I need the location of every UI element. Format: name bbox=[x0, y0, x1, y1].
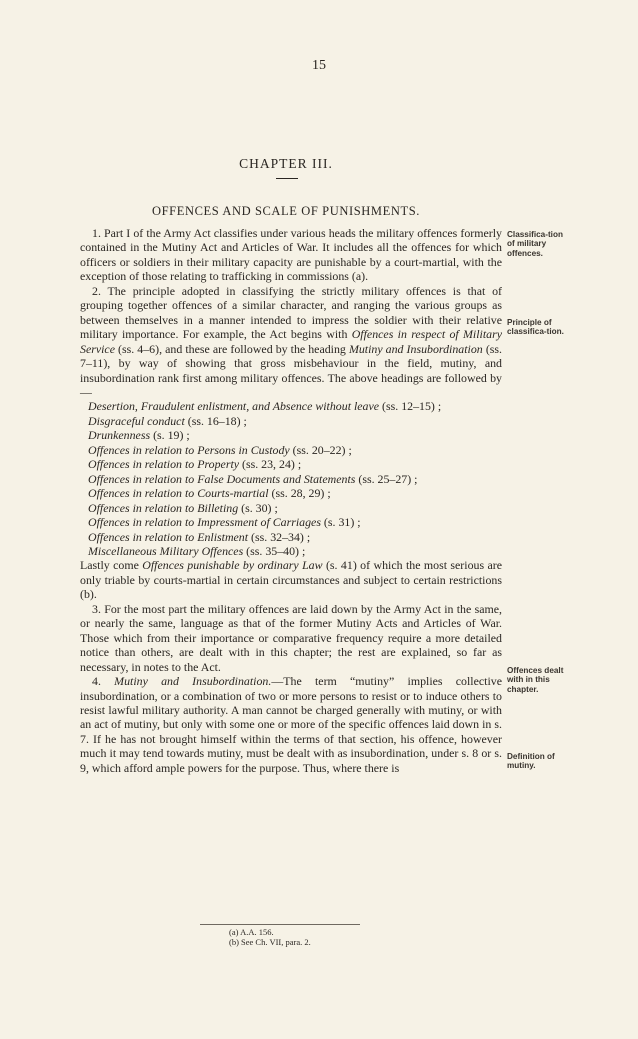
section-ref: (s. 19) ; bbox=[150, 428, 190, 443]
footnote-b: (b) See Ch. VII, para. 2. bbox=[229, 936, 311, 947]
margin-note-definition: Definition of mutiny. bbox=[507, 752, 555, 771]
paragraph-4-text: —The term “mutiny” implies collective insubordination, or a combination of two or more persons to resist or to induce others to resist lawful military authority. A man cannot be charged generally with mutiny, or with an act of mutiny, but only with some one or more of the specific offences laid down in s. 7. If he has not brought himself within the terms of that section, his offence, however much it may tend towards mutiny, must be dealt with as insubordination, under s. 8 or s. 9, which afford ample powers for the purpose. Thus, where there is bbox=[80, 674, 502, 775]
list-item bbox=[88, 501, 502, 515]
list-item bbox=[88, 486, 502, 500]
footnote-a: (a) A.A. 156. bbox=[229, 927, 274, 937]
list-item bbox=[88, 515, 502, 529]
offence-title: Offences in relation to Billeting bbox=[88, 500, 239, 515]
section-ref: (ss. 23, 24) ; bbox=[239, 457, 302, 472]
chapter-title-rule bbox=[276, 178, 298, 179]
section-ref: (ss. 12–15) ; bbox=[379, 399, 442, 414]
paragraph-4-italic: Mutiny and Insubordination. bbox=[114, 674, 272, 689]
section-ref: (s. 31) ; bbox=[320, 515, 361, 530]
offence-title: Offences in relation to False Documents and Statements bbox=[88, 471, 356, 486]
lastly-text-b: (s. 41) of which the most serious are only triable by courts-martial in certain circumstances and subject to certain restrictions (b). bbox=[80, 558, 502, 602]
section-ref: (ss. 25–27) ; bbox=[355, 471, 418, 486]
margin-note-classification: Classifica-tion of military offences. bbox=[507, 230, 563, 258]
offence-title: Disgraceful conduct bbox=[88, 413, 185, 428]
page-number: 15 bbox=[312, 58, 326, 73]
margin-note-offences-dealt: Offences dealt with in this chapter. bbox=[507, 666, 564, 694]
offence-title: Offences in relation to Enlistment bbox=[88, 529, 249, 544]
list-item bbox=[88, 428, 502, 442]
section-ref: (ss. 28, 29) ; bbox=[268, 486, 331, 501]
section-ref: (ss. 20–22) ; bbox=[289, 442, 352, 457]
section-ref: (ss. 16–18) ; bbox=[184, 413, 247, 428]
paragraph-2-text-c: (ss. 7–11), by way of showing that gross misbehaviour in the field, mutiny, and insubordination rank first among military offences. The above headings are followed by— bbox=[80, 341, 503, 399]
paragraph-2-text-a: 2. The principle adopted in classifying the strictly military offences is that of grouping together offences of a similar character, and ranging the various groups as between themselves in a manner intended to impress the soldier with their relative military importance. For example, the Act begins with bbox=[80, 283, 502, 342]
offence-title: Offences in relation to Impressment of Carriages bbox=[88, 515, 321, 530]
offence-heading-list bbox=[88, 399, 502, 558]
paragraph-2-italic-a: Offences in respect of Military Service bbox=[80, 327, 502, 356]
list-item bbox=[88, 399, 502, 413]
paragraph-2-text-b: (ss. 4–6), and these are followed by the heading bbox=[115, 341, 349, 356]
list-item bbox=[88, 457, 502, 471]
paragraph-2-italic-b: Mutiny and Insubordination bbox=[348, 341, 483, 356]
offence-title: Miscellaneous Military Offences bbox=[88, 543, 244, 558]
offence-title: Offences in relation to Property bbox=[88, 457, 240, 472]
paragraph-2 bbox=[80, 284, 502, 400]
paragraph-4 bbox=[80, 674, 502, 775]
offence-title: Desertion, Fraudulent enlistment, and Absence without leave bbox=[88, 399, 380, 414]
list-item bbox=[88, 443, 502, 457]
section-heading: OFFENCES AND SCALE OF PUNISHMENTS. bbox=[151, 204, 420, 218]
body-text bbox=[80, 226, 502, 775]
lastly-italic: Offences punishable by ordinary Law bbox=[142, 558, 323, 573]
paragraph-lastly bbox=[80, 558, 502, 601]
paragraph-1: 1. Part I of the Army Act classifies under various heads the military offences formerly contained in the Mutiny Act and Articles of War. It includes all the offences for which officers or soldiers in their military capacity are punishable by a court-martial, with the exception of those relating to trafficking in commissions (a). bbox=[80, 226, 502, 284]
list-item bbox=[88, 530, 502, 544]
footnote-rule bbox=[200, 924, 360, 925]
offence-title: Drunkenness bbox=[88, 428, 151, 443]
list-item bbox=[88, 544, 502, 558]
footnotes bbox=[229, 928, 311, 947]
section-ref: (s. 30) ; bbox=[238, 500, 278, 515]
list-item bbox=[88, 472, 502, 486]
offence-title: Offences in relation to Courts-martial bbox=[88, 486, 269, 501]
section-ref: (ss. 32–34) ; bbox=[248, 529, 311, 544]
section-ref: (ss. 35–40) ; bbox=[243, 543, 306, 558]
margin-note-principle: Principle of classifica-tion. bbox=[507, 318, 564, 337]
list-item bbox=[88, 414, 502, 428]
chapter-title: CHAPTER III. bbox=[239, 156, 333, 171]
lastly-text-a: Lastly come bbox=[80, 558, 143, 573]
paragraph-4-number: 4. bbox=[92, 674, 115, 689]
paragraph-3: 3. For the most part the military offences are laid down by the Army Act in the same, or nearly the same, language as that of the former Mutiny Acts and Articles of War. Those which from their importance or comparative frequency require a more detailed notice than others, are dealt with in this chapter; the rest are explained, so far as necessary, in notes to the Act. bbox=[80, 601, 502, 674]
offence-title: Offences in relation to Persons in Custody bbox=[88, 442, 290, 457]
